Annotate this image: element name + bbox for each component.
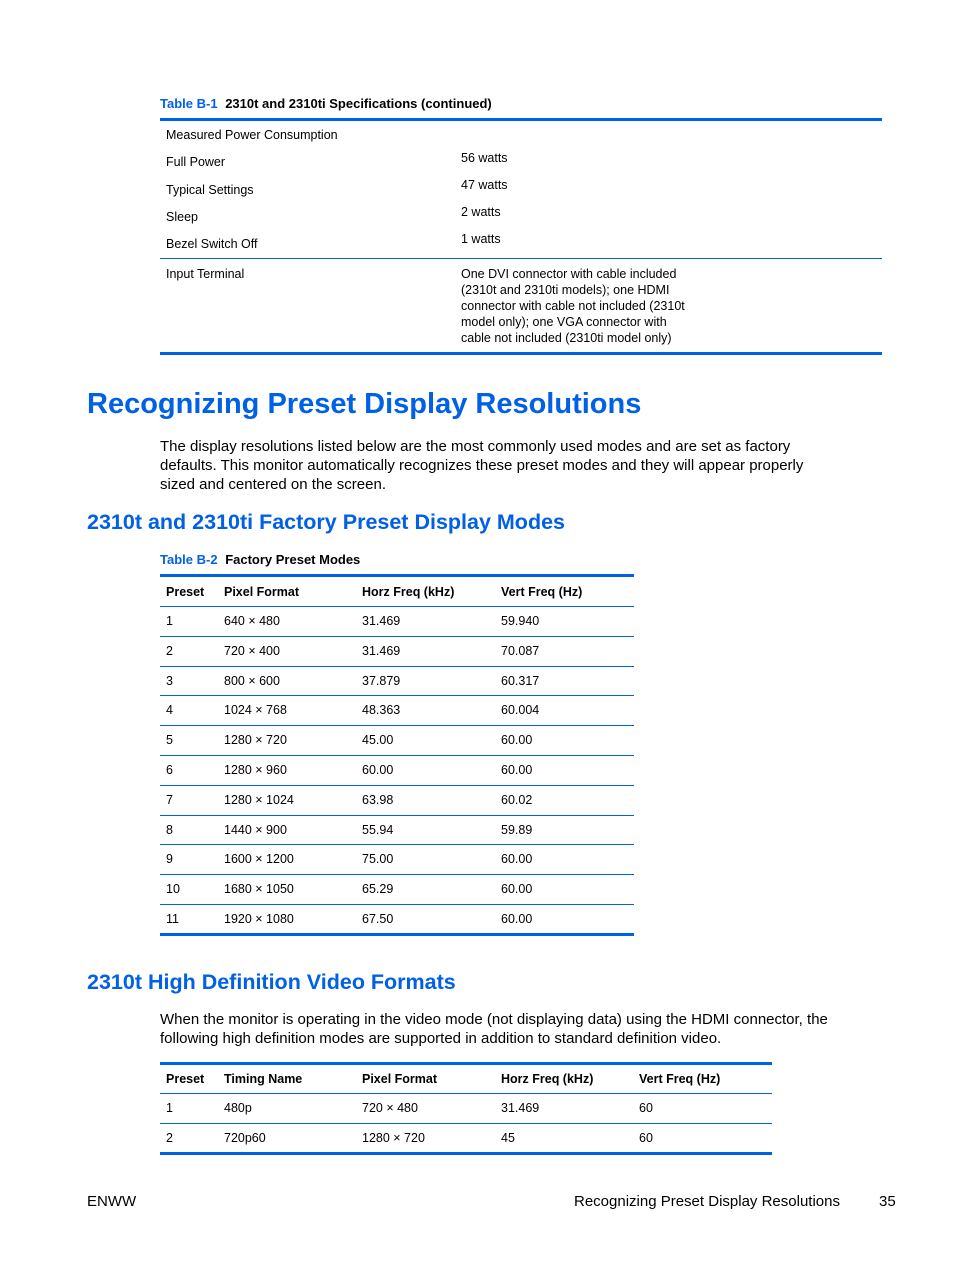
page-number: 35 [879, 1193, 896, 1210]
table-hd-row-divider [160, 1123, 772, 1124]
input-terminal-line: One DVI connector with cable included [461, 267, 677, 281]
table-b1-top-rule [160, 118, 882, 121]
table-hd-cell: 480p [224, 1101, 252, 1115]
table-b2-cell: 60.00 [501, 763, 533, 777]
table-hd-cell: 720 × 480 [362, 1101, 418, 1115]
table-b2-cell: 60.00 [362, 763, 394, 777]
table-b1-bottom-rule [160, 352, 882, 355]
power-row-value: 56 watts [461, 151, 508, 165]
table-b2-cell: 6 [166, 763, 173, 777]
power-row-label: Typical Settings [166, 183, 254, 197]
intro-line: The display resolutions listed below are the most commonly used modes and are set as factory [160, 438, 791, 455]
table-b2-cell: 48.363 [362, 703, 401, 718]
input-terminal-line: model only); one VGA connector with [461, 315, 667, 329]
footer-left: ENWW [87, 1193, 137, 1210]
power-row-value: 2 watts [461, 205, 501, 219]
table-b2-cell: 31.469 [362, 614, 401, 628]
power-row-value: 47 watts [461, 178, 508, 192]
table-b2-cell: 1600 × 1200 [224, 852, 294, 867]
power-row-label: Sleep [166, 210, 198, 224]
table-hd-header-cell: Preset [166, 1072, 205, 1086]
table-hd-cell: 31.469 [501, 1101, 540, 1115]
table-hd-bottom-rule [160, 1152, 772, 1155]
table-b2-caption-label: Table B-2 [160, 552, 218, 567]
subsection-title-preset-modes: 2310t and 2310ti Factory Preset Display Modes [87, 510, 565, 534]
table-b2-cell: 31.469 [362, 643, 401, 658]
table-b2-cell: 75.00 [362, 852, 394, 867]
table-b2-row-divider [160, 904, 634, 905]
section-intro [160, 437, 880, 494]
input-terminal-line: connector with cable not included (2310t [461, 299, 685, 313]
table-b2-row-divider [160, 844, 634, 845]
table-b2-row-divider [160, 815, 634, 816]
table-b2-row-divider [160, 666, 634, 667]
table-b2-header-cell: Horz Freq (kHz) [362, 585, 455, 599]
input-terminal-label: Input Terminal [166, 267, 245, 281]
table-b2-cell: 1280 × 1024 [224, 792, 294, 807]
table-b2-cell: 67.50 [362, 912, 394, 926]
table-b2-cell: 45.00 [362, 733, 394, 748]
table-hd-cell: 45 [501, 1131, 515, 1145]
table-b2-cell: 60.004 [501, 703, 540, 718]
table-b2-cell: 60.00 [501, 733, 533, 748]
table-b2-cell: 4 [166, 703, 173, 718]
table-b2-header-cell: Vert Freq (Hz) [501, 585, 583, 599]
table-b2-header-cell: Preset [166, 585, 205, 599]
table-b2-cell: 63.98 [362, 792, 394, 807]
table-hd-header-cell: Vert Freq (Hz) [639, 1072, 721, 1086]
table-b2-cell: 60.00 [501, 882, 533, 897]
table-b2-cell: 640 × 480 [224, 614, 280, 628]
intro-line: sized and centered on the screen. [160, 476, 386, 493]
table-hd-cell: 720p60 [224, 1131, 266, 1145]
input-terminal-line: (2310t and 2310ti models); one HDMI [461, 283, 670, 297]
table-b2-cell: 1440 × 900 [224, 822, 287, 837]
table-b2-cell: 9 [166, 852, 173, 867]
table-b2-cell: 37.879 [362, 673, 401, 688]
table-b2-cell: 8 [166, 822, 173, 837]
power-row-label: Full Power [166, 155, 226, 169]
table-b2-row-divider [160, 874, 634, 875]
table-b2-cell: 1280 × 960 [224, 763, 287, 777]
power-row-label: Bezel Switch Off [166, 237, 258, 251]
table-b2-cell: 59.89 [501, 822, 533, 837]
footer-title: Recognizing Preset Display Resolutions [574, 1193, 840, 1210]
intro-line: When the monitor is operating in the video mode (not displaying data) using the HDMI connector, the [160, 1011, 828, 1028]
table-b2-cell: 60.02 [501, 792, 533, 807]
table-b1-row-divider [160, 258, 882, 259]
table-b2-cell: 1920 × 1080 [224, 912, 294, 926]
table-b2-cell: 1024 × 768 [224, 703, 287, 718]
table-b2-row-divider [160, 695, 634, 696]
table-b2-cell: 7 [166, 792, 173, 807]
table-b2-cell: 1 [166, 614, 173, 628]
table-hd-cell: 2 [166, 1131, 173, 1145]
table-b2-bottom-rule [160, 933, 634, 936]
table-b2-cell: 800 × 600 [224, 673, 280, 688]
table-b2-cell: 65.29 [362, 882, 394, 897]
table-b2-header-cell: Pixel Format [224, 585, 300, 599]
table-b1-caption-title: 2310t and 2310ti Specifications (continued) [225, 96, 492, 111]
table-hd-header-cell: Pixel Format [362, 1072, 438, 1086]
table-b2-cell: 60.00 [501, 852, 533, 867]
table-b2-header-divider [160, 606, 634, 607]
table-b2-row-divider [160, 785, 634, 786]
intro-line: defaults. This monitor automatically recognizes these preset modes and they will appear properly [160, 457, 804, 474]
table-hd-header-divider [160, 1093, 772, 1094]
power-consumption-label: Measured Power Consumption [166, 128, 338, 142]
table-b2-cell: 70.087 [501, 643, 540, 658]
table-hd-cell: 1 [166, 1101, 173, 1115]
table-hd-cell: 60 [639, 1131, 653, 1145]
table-b2-cell: 60.317 [501, 673, 540, 688]
table-b2-cell: 5 [166, 733, 173, 748]
table-b2-cell: 11 [166, 912, 179, 926]
input-terminal-line: cable not included (2310ti model only) [461, 331, 672, 345]
table-b2-caption [160, 552, 360, 567]
table-b2-top-rule [160, 574, 634, 577]
table-b2-cell: 2 [166, 643, 173, 658]
table-hd-header-cell: Horz Freq (kHz) [501, 1072, 594, 1086]
table-b2-cell: 3 [166, 673, 173, 688]
table-b2-row-divider [160, 755, 634, 756]
hd-intro [160, 1010, 880, 1048]
table-b2-cell: 59.940 [501, 614, 540, 628]
intro-line: following high definition modes are supported in addition to standard definition video. [160, 1030, 722, 1047]
table-b2-row-divider [160, 636, 634, 637]
table-b2-cell: 60.00 [501, 912, 533, 926]
table-hd-cell: 1280 × 720 [362, 1131, 425, 1145]
table-b2-caption-title: Factory Preset Modes [225, 552, 361, 567]
table-b2-row-divider [160, 725, 634, 726]
table-b1-caption-label: Table B-1 [160, 96, 218, 111]
table-b1-caption [160, 96, 492, 111]
table-b2-cell: 10 [166, 882, 180, 897]
table-b2-cell: 1280 × 720 [224, 733, 287, 748]
table-b2-cell: 55.94 [362, 822, 394, 837]
subsection-title-hd-formats: 2310t High Definition Video Formats [87, 970, 456, 994]
table-hd-top-rule [160, 1062, 772, 1065]
table-b2-cell: 720 × 400 [224, 643, 280, 658]
table-hd-header-cell: Timing Name [224, 1072, 303, 1086]
power-row-value: 1 watts [461, 232, 501, 246]
table-hd-cell: 60 [639, 1101, 653, 1115]
table-b2-cell: 1680 × 1050 [224, 882, 294, 897]
section-title: Recognizing Preset Display Resolutions [87, 388, 642, 420]
